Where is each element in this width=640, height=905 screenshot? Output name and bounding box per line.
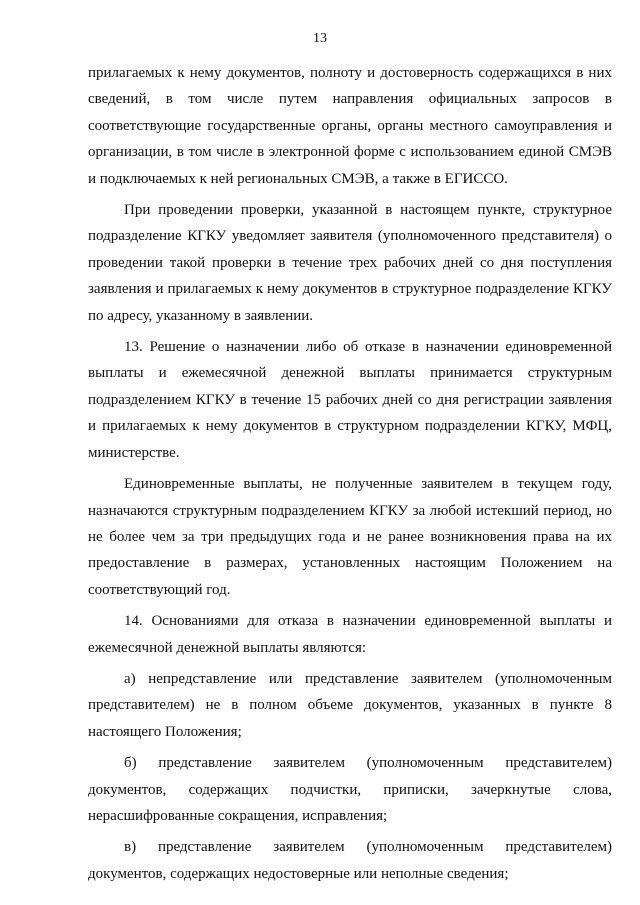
paragraph-continuation: прилагаемых к нему документов, полноту и достоверность содержащихся в них сведений, в том числе путем направления официальных запросов в соответствующие государственные органы, органы местного самоуправления и организации, в том числе в электронной форме с использованием единой СМЭВ и подключаемых к ней региональных СМЭВ, а также в ЕГИССО.: [88, 65, 612, 187]
paragraph-verification-notice: При проведении проверки, указанной в настоящем пункте, структурное подразделение КГКУ уведомляет заявителя (уполномоченного представителя) о проведении такой проверки в течение трех рабочих дней со дня поступления заявления и прилагаемых к нему документов в структурное подразделение КГКУ по адресу, указанному в заявлении.: [88, 202, 612, 324]
list-item-b: б) представление заявителем (уполномоченным представителем) документов, содержащих подчистки, приписки, зачеркнутые слова, нерасшифрованные сокращения, исправления;: [88, 755, 612, 824]
document-body: [88, 60, 612, 887]
list-item-a: а) непредставление или представление заявителем (уполномоченным представителем) не в полном объеме документов, указанных в пункте 8 настоящего Положения;: [88, 670, 612, 740]
page-number: 13: [313, 31, 327, 46]
paragraph-lump-sum-payments: Единовременные выплаты, не полученные заявителем в текущем году, назначаются структурным подразделением КГКУ за любой истекший период, но не более чем за три предыдущих года и не ранее возникновения права на их предоставление в размерах, установленных настоящим Положением на соответствующий год.: [88, 476, 612, 598]
paragraph-item-13: 13. Решение о назначении либо об отказе в назначении единовременной выплаты и ежемесячной денежной выплаты принимается структурным подразделением КГКУ в течение 15 рабочих дней со дня регистрации заявления и прилагаемых к нему документов в структурном подразделении КГКУ, МФЦ, министерстве.: [88, 339, 612, 461]
list-item-v: в) представление заявителем (уполномоченным представителем) документов, содержащих недостоверные или неполные сведения;: [88, 839, 612, 882]
paragraph-item-14: 14. Основаниями для отказа в назначении единовременной выплаты и ежемесячной денежной выплаты являются:: [88, 613, 612, 656]
